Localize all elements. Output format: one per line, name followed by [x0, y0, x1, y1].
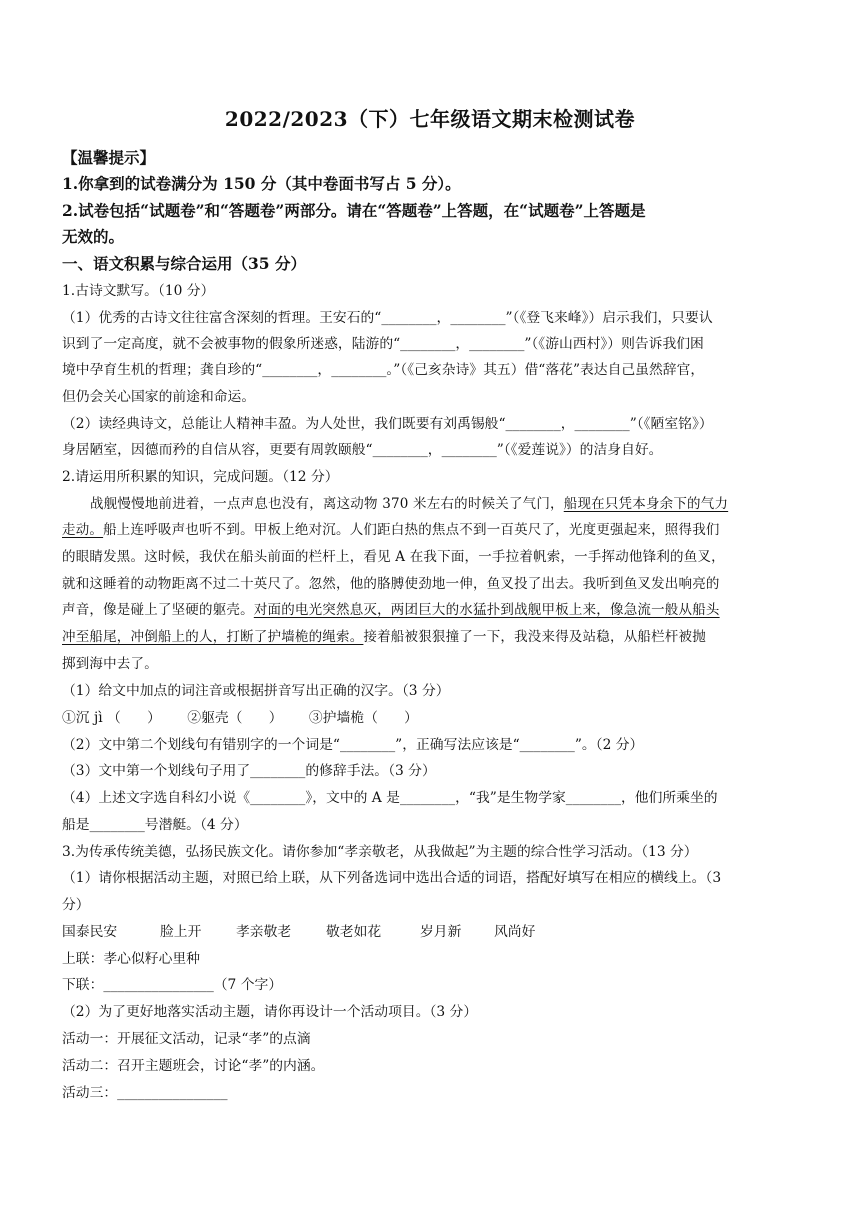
passage-line-7: 掷到海中去了。: [62, 656, 158, 672]
q2-sub1-items: ①沉 jì （ ） ②躯壳（ ） ③护墙桅（ ）: [62, 710, 418, 726]
q2-sub1: （1）给文中加点的词注音或根据拼音写出正确的汉字。（3 分）: [62, 683, 450, 699]
passage-text: 战舰慢慢地前进着，一点声息也没有，离这动物 370 米左右的时候关了气门，: [90, 496, 564, 512]
passage-text: 船上连呼吸声也听不到。甲板上绝对沉。人们距白热的焦点不到一百英尺了，光度更强起来，照得我们: [103, 522, 720, 538]
q1-part1-line3: 境中孕育生机的哲理；龚自珍的“________，________。”（《己亥杂诗》其五）借“落花”表达自己虽然辞官，: [62, 362, 705, 378]
passage-line-4: 就和这睡着的动物距离不过二十英尺了。忽然，他的胳膊使劲地一伸，鱼叉投了出去。我听到鱼叉发出响亮的: [62, 576, 720, 592]
q3-sub2: （2）为了更好地落实活动主题，请你再设计一个活动项目。（3 分）: [62, 1004, 478, 1020]
passage-line-1: [90, 492, 728, 512]
passage-line-3: 的眼睛发黑。这时候，我伏在船头前面的栏杆上，看见 A 在我下面，一手拉着帆索，一手挥动他锋利的鱼叉，: [62, 549, 725, 565]
option-word: 风尚好: [494, 924, 536, 940]
tips-line-2: 2.试卷包括“试题卷”和“答题卷”两部分。请在“答题卷”上答题，在“试题卷”上答题是: [62, 201, 646, 220]
q1-stem: 1.古诗文默写。（10 分）: [62, 283, 215, 299]
passage-text: 声音，像是碰上了坚硬的躯壳。: [62, 602, 254, 618]
passage-text: 接着船被狠狠撞了一下，我没来得及站稳，从船栏杆被抛: [363, 629, 706, 645]
q1-part2-line2: 身居陋室，因德而矜的自信从容，更要有周敦颐般“________，________”（《爱莲说》）的洁身自好。: [62, 442, 663, 458]
tips-line-1: 1.你拿到的试卷满分为 150 分（其中卷面书写占 5 分）。: [62, 174, 461, 193]
underlined-sentence-1: 船现在只凭本身余下的气力: [563, 496, 729, 512]
passage-line-2: [62, 518, 720, 538]
couplet-upper: 上联：孝心似籽心里种: [62, 951, 200, 967]
q2-sub3: （3）文中第一个划线句子用了________的修辞手法。（3 分）: [62, 763, 436, 779]
tips-header: 【温馨提示】: [62, 148, 156, 167]
underlined-sentence-2-end: 冲至船尾，冲倒船上的人，打断了护墙桅的绳索。: [62, 629, 364, 645]
exam-title: 2022/2023（下）七年级语文期末检测试卷: [224, 107, 636, 131]
option-word: 岁月新: [420, 924, 462, 940]
underlined-sentence-1-end: 走动。: [62, 522, 104, 538]
activity-2: 活动二：召开主题班会，讨论“孝”的内涵。: [62, 1058, 325, 1074]
option-word: 敬老如花: [326, 924, 382, 940]
q2-sub4-line1: （4）上述文字选自科幻小说《________》，文中的 A 是________，“我”是生物学家________，他们所乘坐的: [62, 790, 718, 806]
passage-line-6: [62, 625, 706, 645]
q1-part2-line1: （2）读经典诗文，总能让人精神丰盈。为人处世，我们既要有刘禹锡般“________，________”（《陋室铭》）: [62, 416, 713, 432]
option-word: 孝亲敬老: [236, 924, 292, 940]
underlined-sentence-2: 对面的电光突然息灭，两团巨大的水猛扑到战舰甲板上来，像急流一般从船头: [253, 602, 720, 618]
q1-part1-line1: （1）优秀的古诗文往往富含深刻的哲理。王安石的“________，________”（《登飞来峰》）启示我们，只要认: [62, 310, 713, 326]
option-word: 国泰民安: [62, 924, 118, 940]
option-word: 脸上开: [160, 924, 202, 940]
passage-line-5: [62, 598, 720, 618]
q1-part1-line2: 识到了一定高度，就不会被事物的假象所迷惑，陆游的“________，________”（《游山西村》）则告诉我们困: [62, 336, 704, 352]
tips-line-3: 无效的。: [62, 227, 125, 246]
q3-sub1-line2: 分）: [62, 897, 90, 913]
q2-sub4-line2: 船是________号潜艇。（4 分）: [62, 817, 248, 833]
q2-stem: 2.请运用所积累的知识，完成问题。（12 分）: [62, 469, 339, 485]
q3-stem: 3.为传承传统美德，弘扬民族文化。请你参加“孝亲敬老，从我做起”为主题的综合性学习活动。（13 分）: [62, 844, 698, 860]
activity-3: 活动三：________________: [62, 1085, 228, 1101]
section-heading: 一、语文积累与综合运用（35 分）: [62, 254, 306, 273]
couplet-lower: 下联：________________（7 个字）: [62, 977, 283, 993]
q1-part1-line4: 但仍会关心国家的前途和命运。: [62, 389, 256, 405]
q3-sub1-line1: （1）请你根据活动主题，对照已给上联，从下列备选词中选出合适的词语，搭配好填写在相应的横线上。（3: [62, 870, 722, 886]
q2-sub2: （2）文中第二个划线句有错别字的一个词是“________”，正确写法应该是“________”。（2 分）: [62, 737, 644, 753]
activity-1: 活动一：开展征文活动，记录“孝”的点滴: [62, 1031, 311, 1047]
